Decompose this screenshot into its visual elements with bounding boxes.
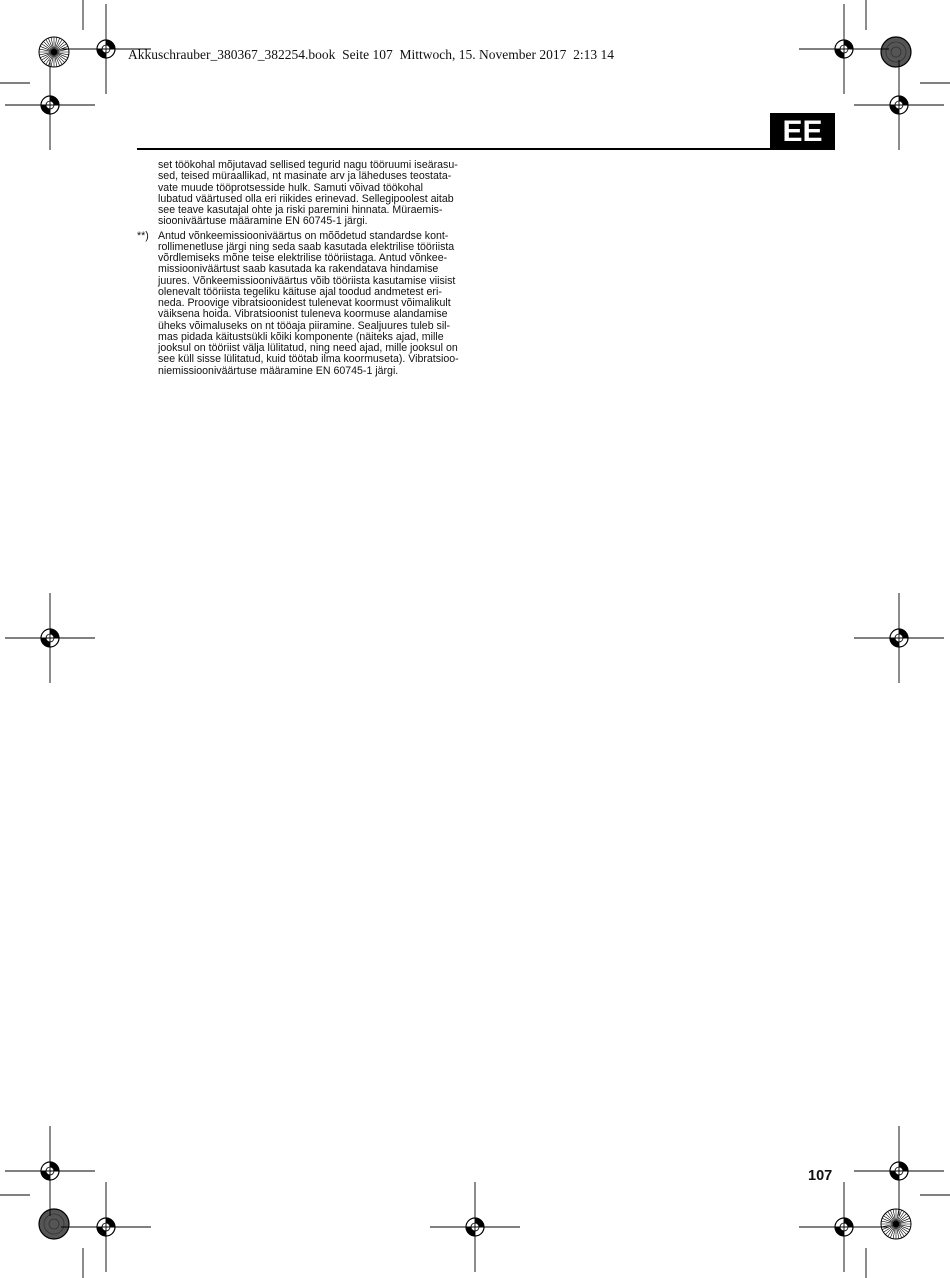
- crosshair-mid-right: [854, 593, 944, 683]
- header-rule: [137, 148, 770, 150]
- crosshair-top-left-b: [5, 60, 95, 150]
- crosshair-bottom-center: [430, 1182, 520, 1272]
- footnote-line: väiksena hoida. Vibratsioonist tuleneva koormuse alandamise: [158, 308, 448, 321]
- registration-dark-top-right: [881, 37, 911, 67]
- paragraph-line: siooniväärtuse määramine EN 60745-1 järgi.: [158, 215, 368, 228]
- language-badge: EE: [770, 113, 835, 150]
- paragraph-line: set töökohal mõjutavad sellised tegurid nagu tööruumi iseärasu-: [158, 159, 458, 171]
- footnote-line: üheks võimaluseks on nt tööaja piiramine. Sealjuures tuleb sil-: [158, 319, 451, 332]
- crosshair-bottom-left-a: [61, 1182, 151, 1272]
- crosshair-bottom-right-a: [799, 1182, 889, 1272]
- paragraph-line: sed, teised müraallikad, nt masinate arv ja läheduses teostata-: [158, 170, 452, 183]
- crosshair-top-right-b: [854, 60, 944, 150]
- footnote-line: missiooniväärtust saab kasutada ka rakendatava hindamise: [158, 263, 439, 276]
- footnote-line: rollimenetluse järgi ning seda saab kasutada elektrilise tööriista: [158, 240, 455, 253]
- crosshair-mid-left: [5, 593, 95, 683]
- paragraph-line: lubatud väärtused olla eri riikides erinevad. Sellegipoolest aitab: [158, 192, 454, 205]
- paragraph-line: see teave kasutajal ohte ja riski paremini hinnata. Müraemis-: [158, 204, 443, 216]
- footnote-line: see küll sisse lülitatud, kuid töötab ilma koormuseta). Vibratsioo-: [158, 353, 459, 366]
- footnote-line: olenevalt tööriista tegeliku käituse ajal toodud andmetest eri-: [158, 285, 442, 298]
- footnote-line: niemissiooniväärtuse määramine EN 60745-1 järgi.: [158, 364, 399, 377]
- crosshair-bottom-right-b: [854, 1126, 944, 1216]
- text-column: [137, 160, 470, 377]
- registration-dark-bottom-left: [39, 1209, 69, 1239]
- crosshair-top-right-a: [799, 4, 889, 94]
- footnote-line: neda. Proovige vibratsioonidest tulenevat koormust võimalikult: [158, 297, 451, 309]
- footnote-line: Antud võnkeemissiooniväärtus on mõõdetud standardse kont-: [158, 229, 449, 242]
- footnote-marker: **): [137, 229, 149, 242]
- registration-star-top-left: [39, 37, 69, 67]
- registration-star-bottom-right: [881, 1209, 911, 1239]
- footnote-line: võrdlemiseks mõne teise elektrilise tööriistaga. Antud võnkee-: [158, 252, 448, 264]
- noise-paragraph: [158, 160, 470, 228]
- page-number: 107: [808, 1168, 833, 1184]
- footnote-line: jooksul on tööriist välja lülitatud, ning need ajad, mille jooksul on: [158, 342, 458, 354]
- footnote-line: mas pidada käitustsükli kõiki komponente (näiteks ajad, mille: [158, 330, 444, 343]
- paragraph-line: vate muude tööprotsesside hulk. Samuti võivad töökohal: [158, 181, 423, 194]
- crosshair-bottom-left-b: [5, 1126, 95, 1216]
- book-info-header: Akkuschrauber_380367_382254.book Seite 107 Mittwoch, 15. November 2017 2:13 14: [128, 47, 614, 62]
- footnote-line: juures. Võnkeemissiooniväärtus võib tööriista kasutamise viisist: [158, 274, 456, 287]
- vibration-footnote: [137, 231, 470, 377]
